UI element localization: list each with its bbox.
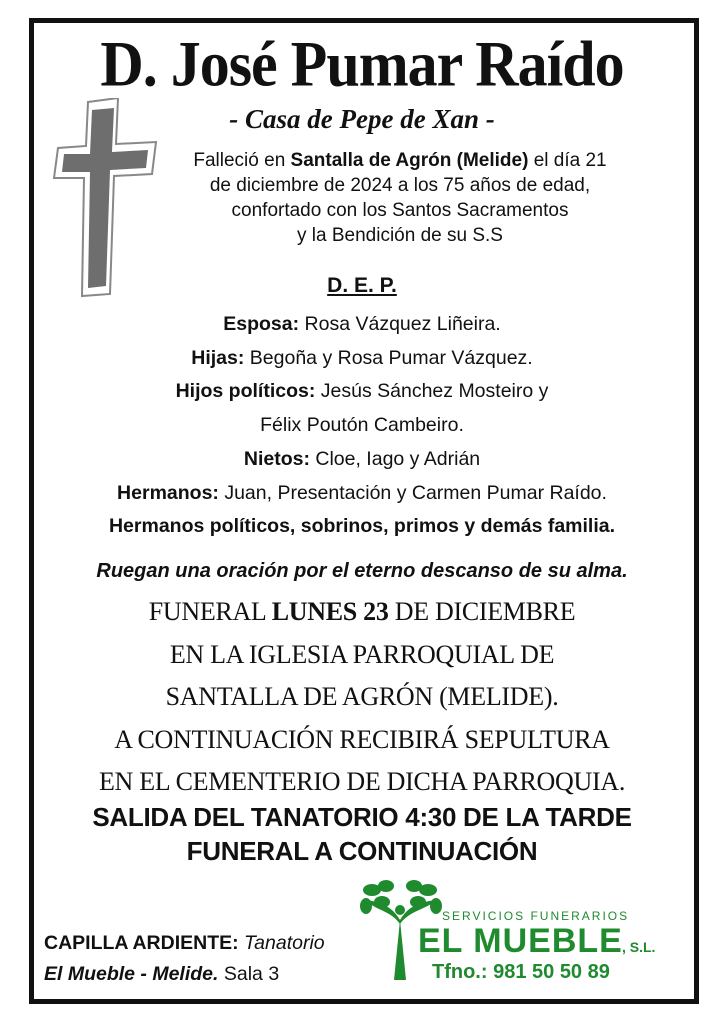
chapel-line-1: CAPILLA ARDIENTE: Tanatorio xyxy=(44,932,325,954)
funeral-line-5: EN EL CEMENTERIO DE DICHA PARROQUIA. xyxy=(98,767,626,796)
funeral-line-3: SANTALLA DE AGRÓN (MELIDE). xyxy=(165,682,559,711)
family-line: Nietos: Cloe, Iago y Adrián xyxy=(243,447,481,470)
logo-suffix: , S.L. xyxy=(622,939,656,955)
latin-cross-icon xyxy=(52,98,158,298)
chapel-line-2: El Mueble - Melide. Sala 3 xyxy=(44,963,280,985)
departure-line-1: SALIDA DEL TANATORIO 4:30 DE LA TARDE xyxy=(92,802,632,832)
funeral-details xyxy=(40,591,684,804)
logo-phone: Tfno.: 981 50 50 89 xyxy=(432,961,610,983)
funeral-line-2: EN LA IGLESIA PARROQUIAL DE xyxy=(169,639,555,669)
rest-in-peace: D. E. P. xyxy=(327,274,397,297)
funeral-line-1: FUNERAL LUNES 23 DE DICIEMBRE xyxy=(148,597,576,626)
logo-tagline: SERVICIOS FUNERARIOS xyxy=(442,909,630,923)
intro-line-2: de diciembre de 2024 a los 75 años de edad, xyxy=(209,175,591,196)
family-line: Hermanos: Juan, Presentación y Carmen Pumar Raído. xyxy=(117,481,607,504)
family-line: Hermanos políticos, sobrinos, primos y demás familia. xyxy=(108,515,616,538)
prayer-request: Ruegan una oración por el eterno descanso de su alma. xyxy=(96,560,628,582)
family-line: Hijas: Begoña y Rosa Pumar Vázquez. xyxy=(191,346,533,369)
intro-line-1: Falleció en Santalla de Agrón (Melide) el día 21 xyxy=(193,150,607,171)
deceased-name: D. José Pumar Raído xyxy=(100,28,624,100)
funeral-home-logo xyxy=(360,880,680,990)
intro-line-4: y la Bendición de su S.S xyxy=(297,225,503,246)
family-line: Esposa: Rosa Vázquez Liñeira. xyxy=(223,313,501,335)
logo-name: EL MUEBLE xyxy=(418,922,623,960)
death-place: Santalla de Agrón (Melide) xyxy=(290,150,529,171)
departure-line-2: FUNERAL A CONTINUACIÓN xyxy=(186,836,538,866)
family-line: Félix Poutón Cambeiro. xyxy=(260,414,464,437)
funeral-line-4: A CONTINUACIÓN RECIBIRÁ SEPULTURA xyxy=(114,724,610,754)
death-announcement xyxy=(180,148,620,248)
family-line: Hijos políticos: Jesús Sánchez Mosteiro y xyxy=(175,380,549,403)
departure-info xyxy=(40,800,684,868)
family-list xyxy=(40,308,684,544)
house-name: - Casa de Pepe de Xan - xyxy=(229,104,495,134)
chapel-info xyxy=(44,928,325,990)
intro-line-3: confortado con los Santos Sacramentos xyxy=(231,200,569,221)
